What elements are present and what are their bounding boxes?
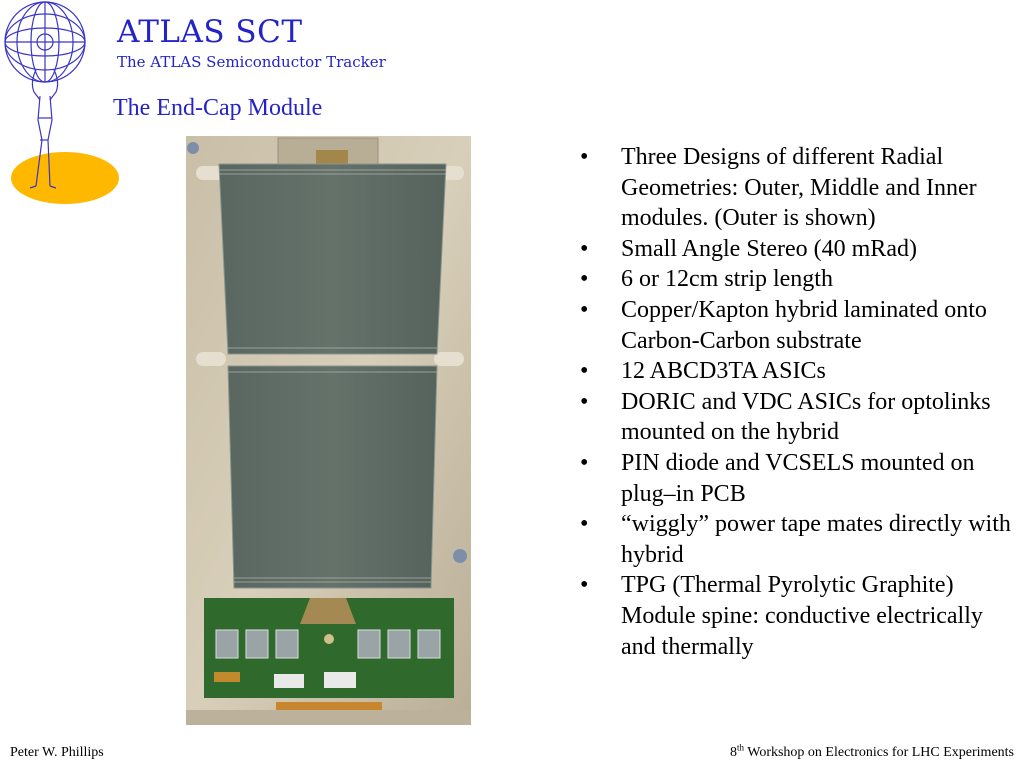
brand-title: ATLAS SCT	[117, 14, 303, 50]
slide-title: The End-Cap Module	[113, 95, 323, 121]
list-item: • 6 or 12cm strip length	[580, 266, 833, 293]
list-item: • PIN diode and VCSELS mounted on plug–in PCB	[580, 449, 975, 507]
footer-author: Peter W. Phillips	[10, 745, 104, 760]
list-item: • Three Designs of different Radial Geometries: Outer, Middle and Inner modules. (Outer is shown)	[580, 144, 977, 232]
list-item: • Copper/Kapton hybrid laminated onto Carbon-Carbon substrate	[580, 296, 987, 354]
brand-subtitle: The ATLAS Semiconductor Tracker	[117, 53, 386, 71]
list-item: • DORIC and VDC ASICs for optolinks mounted on the hybrid	[580, 388, 991, 446]
atlas-logo-icon	[0, 0, 122, 210]
list-item: • Small Angle Stereo (40 mRad)	[580, 235, 917, 262]
list-item: • 12 ABCD3TA ASICs	[580, 358, 826, 385]
feature-list	[580, 142, 1020, 662]
module-photo	[186, 136, 471, 725]
footer-event: 8th Workshop on Electronics for LHC Experiments	[729, 742, 1014, 760]
list-item: • TPG (Thermal Pyrolytic Graphite) Module spine: conductive electrically and thermally	[580, 572, 983, 660]
list-item: • “wiggly” power tape mates directly with hybrid	[580, 511, 1011, 568]
